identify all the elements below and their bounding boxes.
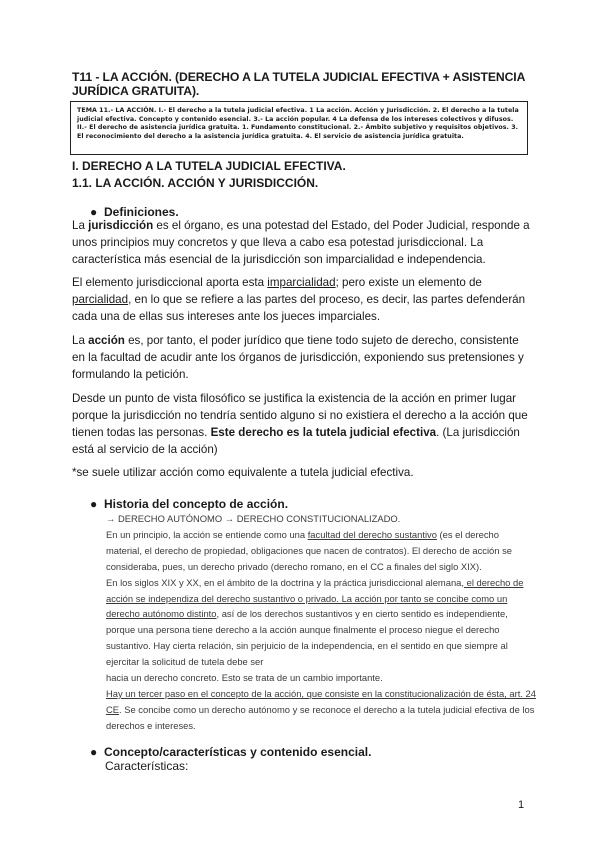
bullet-concepto: ● Concepto/características y contenido esencial. <box>90 745 372 759</box>
paragraph-accion: La acción es, por tanto, el poder jurídico que tiene todo sujeto de derecho, consistente en la facultad de acudir ante los órganos de jurisdicción, exponiendo sus pretensiones y formulando la petición. <box>72 334 524 381</box>
historia-paragraph-2: En los siglos XIX y XX, en el ámbito de la doctrina y la práctica jurisdiccional alemana, el derecho de acción se independiza del derecho sustantivo o privado. La acción por tanto se concibe como un derecho autónomo distinto, así de los derechos sustantivos y en cierto sentido es independiente, porque una persona tiene derecho a la acción aunque finalmente el proceso niegue el derecho sustantivo. Hay cierta relación, sin perjuicio de la independencia, en el sentido en que siempre al ejercitar la solicitud de tutela debe ser <box>106 576 524 668</box>
bullet-label: Historia del concepto de acción <box>104 497 285 511</box>
document-title: T11 - LA ACCIÓN. (DERECHO A LA TUTELA JUDICIAL EFECTIVA + ASISTENCIA JURÍDICA GRATUITA). <box>72 70 525 98</box>
historia-arrow-line: → DERECHO AUTÓNOMO → DERECHO CONSTITUCIONALIZADO. <box>106 513 401 524</box>
paragraph-filosofico: Desde un punto de vista filosófico se justifica la existencia de la acción en primer lugar porque la jurisdicción no tendría sentido alguno si no existiera el derecho a la acción que tienen todas las personas. Este derecho es la tutela judicial efectiva. (La jurisdicción está al servicio de la acción) <box>72 392 528 456</box>
bullet-icon: ● <box>90 745 98 759</box>
subsection-heading: 1.1. LA ACCIÓN. ACCIÓN Y JURISDICCIÓN. <box>72 176 319 190</box>
paragraph-jurisdiccion: La jurisdicción es el órgano, es una potestad del Estado, del Poder Judicial, responde a unos principios muy concretos y que lleva a cabo esa potestad jurisdiccional. La característica más esencial de la jurisdicción son imparcialidad e independencia. <box>72 219 530 266</box>
section-heading: I. DERECHO A LA TUTELA JUDICIAL EFECTIVA. <box>72 159 346 173</box>
historia-paragraph-1: En un principio, la acción se entiende como una facultad del derecho sustantivo (es el derecho material, el derecho de propiedad, obligaciones que nacen de contratos). El derecho de acción se consideraba, pues, un derecho privado (derecho romano, en el CC a finales del siglo XIX). <box>106 528 512 572</box>
paragraph-imparcialidad: El elemento jurisdiccional aporta esta imparcialidad; pero existe un elemento de parcialidad, en lo que se refiere a las partes del proceso, es decir, las partes defenderán cada una de ellas sus intereses ante los jueces imparciales. <box>72 276 526 323</box>
caracteristicas-label: Características: <box>105 759 189 773</box>
topic-summary-box: TEMA 11.- LA ACCIÓN. I.- El derecho a la tutela judicial efectiva. 1 La acción. Acción y Jurisdicción. 2. El derecho a la tutela judicial efectiva. Concepto y contenido esencial. 3.- La acción popular. 4 La defensa de los intereses colectivos y difusos. II.- El derecho de asistencia jurídica gratuita. 1. Fundamento constitucional. 2.- Ámbito subjetivo y requisitos objetivos. 3. El reconocimiento del derecho a la asistencia jurídica gratuita. 4. El servicio de asistencia jurídica gratuita. <box>70 101 528 155</box>
bullet-icon: ● <box>90 497 98 511</box>
historia-paragraph-4: Hay un tercer paso en el concepto de la acción, que consiste en la constitucionalización de ésta, art. 24 CE. Se concibe como un derecho autónomo y se reconoce el derecho a la tutela judicial efectiva de los derechos e intereses. <box>106 687 536 731</box>
bullet-historia: ● Historia del concepto de acción. <box>90 497 289 511</box>
bullet-icon: ● <box>90 205 98 219</box>
bullet-label: Definiciones. <box>104 205 179 219</box>
page-number: 1 <box>518 799 525 811</box>
historia-content <box>106 511 536 734</box>
historia-paragraph-3: hacia un derecho concreto. Esto se trata de un cambio importante. <box>106 672 383 684</box>
note-equivalente: *se suele utilizar acción como equivalente a tutela judicial efectiva. <box>72 466 414 479</box>
bullet-label: Concepto/características y contenido esencial <box>104 745 369 759</box>
